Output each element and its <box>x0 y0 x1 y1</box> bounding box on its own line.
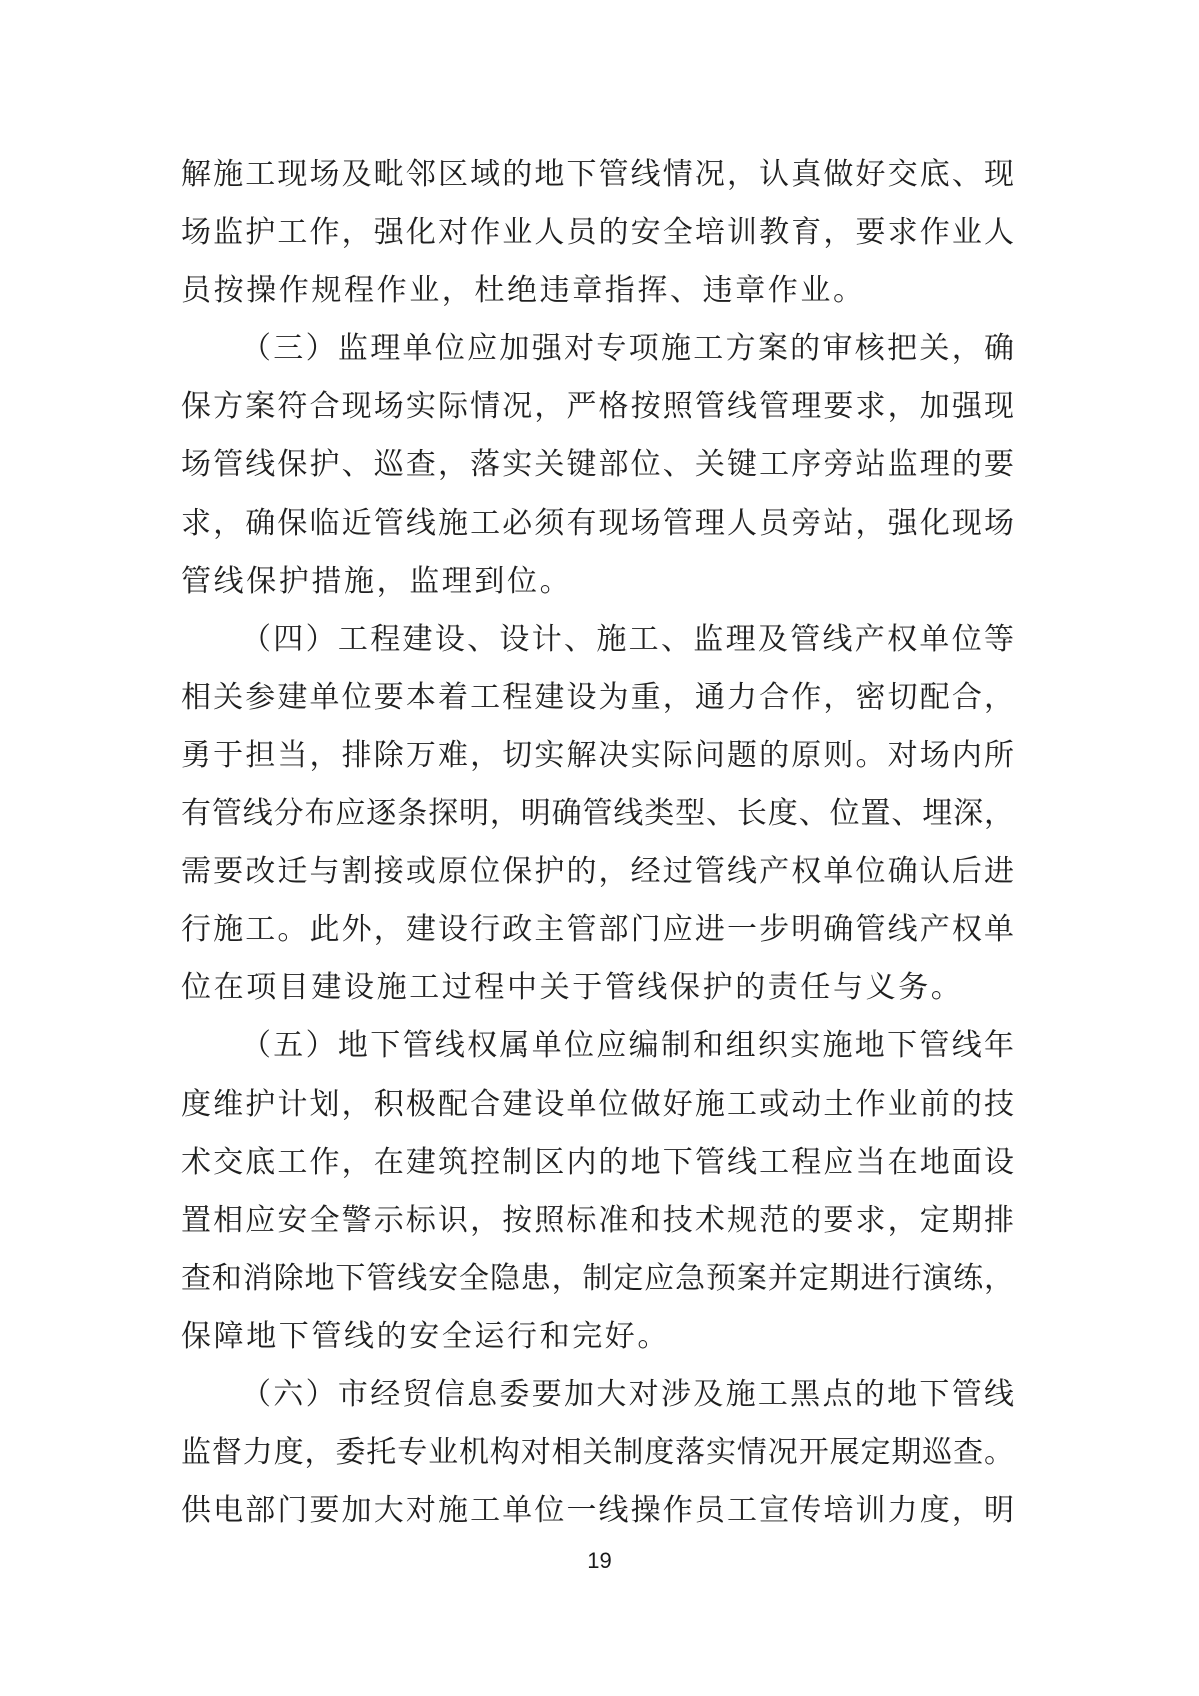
text-line: 保障地下管线的安全运行和完好。 <box>181 1319 670 1353</box>
text-line: 置相应安全警示标识，按照标准和技术规范的要求，定期排 <box>181 1203 1014 1237</box>
text-line: 员按操作规程作业，杜绝违章指挥、违章作业。 <box>181 274 866 308</box>
text-line paragraph-start: （四）工程建设、设计、施工、监理及管线产权单位等 <box>241 622 1014 656</box>
text-line: 需要改迁与割接或原位保护的，经过管线产权单位确认后进 <box>181 855 1014 889</box>
text-line: 勇于担当，排除万难，切实解决实际问题的原则。对场内所 <box>181 738 1014 772</box>
text-line: 求，确保临近管线施工必须有现场管理人员旁站，强化现场 <box>181 506 1014 540</box>
document-body <box>181 146 1014 1540</box>
text-line: 位在项目建设施工过程中关于管线保护的责任与义务。 <box>181 971 964 1005</box>
text-line paragraph-start: （五）地下管线权属单位应编制和组织实施地下管线年 <box>241 1029 1014 1063</box>
text-line: 查和消除地下管线安全隐患，制定应急预案并定期进行演练， <box>181 1261 1014 1295</box>
text-line: 监督力度，委托专业机构对相关制度落实情况开展定期巡查。 <box>181 1436 1014 1470</box>
text-line: 行施工。此外，建设行政主管部门应进一步明确管线产权单 <box>181 913 1014 947</box>
text-line: 供电部门要加大对施工单位一线操作员工宣传培训力度，明 <box>181 1494 1014 1528</box>
text-line: 保方案符合现场实际情况，严格按照管线管理要求，加强现 <box>181 390 1014 424</box>
text-line: 管线保护措施，监理到位。 <box>181 564 573 598</box>
text-line: 度维护计划，积极配合建设单位做好施工或动土作业前的技 <box>181 1087 1014 1121</box>
text-line: 有管线分布应逐条探明，明确管线类型、长度、位置、埋深， <box>181 797 1014 831</box>
text-line: 场管线保护、巡查，落实关键部位、关键工序旁站监理的要 <box>181 448 1014 482</box>
text-line: 术交底工作，在建筑控制区内的地下管线工程应当在地面设 <box>181 1145 1014 1179</box>
text-line: 场监护工作，强化对作业人员的安全培训教育，要求作业人 <box>181 216 1014 250</box>
text-line: 解施工现场及毗邻区域的地下管线情况，认真做好交底、现 <box>181 158 1014 191</box>
page-number: 19 <box>587 1548 612 1573</box>
text-line paragraph-start: （六）市经贸信息委要加大对涉及施工黑点的地下管线 <box>241 1377 1014 1411</box>
text-line: 相关参建单位要本着工程建设为重，通力合作，密切配合， <box>181 680 1014 714</box>
text-line paragraph-start: （三）监理单位应加强对专项施工方案的审核把关，确 <box>241 332 1014 366</box>
